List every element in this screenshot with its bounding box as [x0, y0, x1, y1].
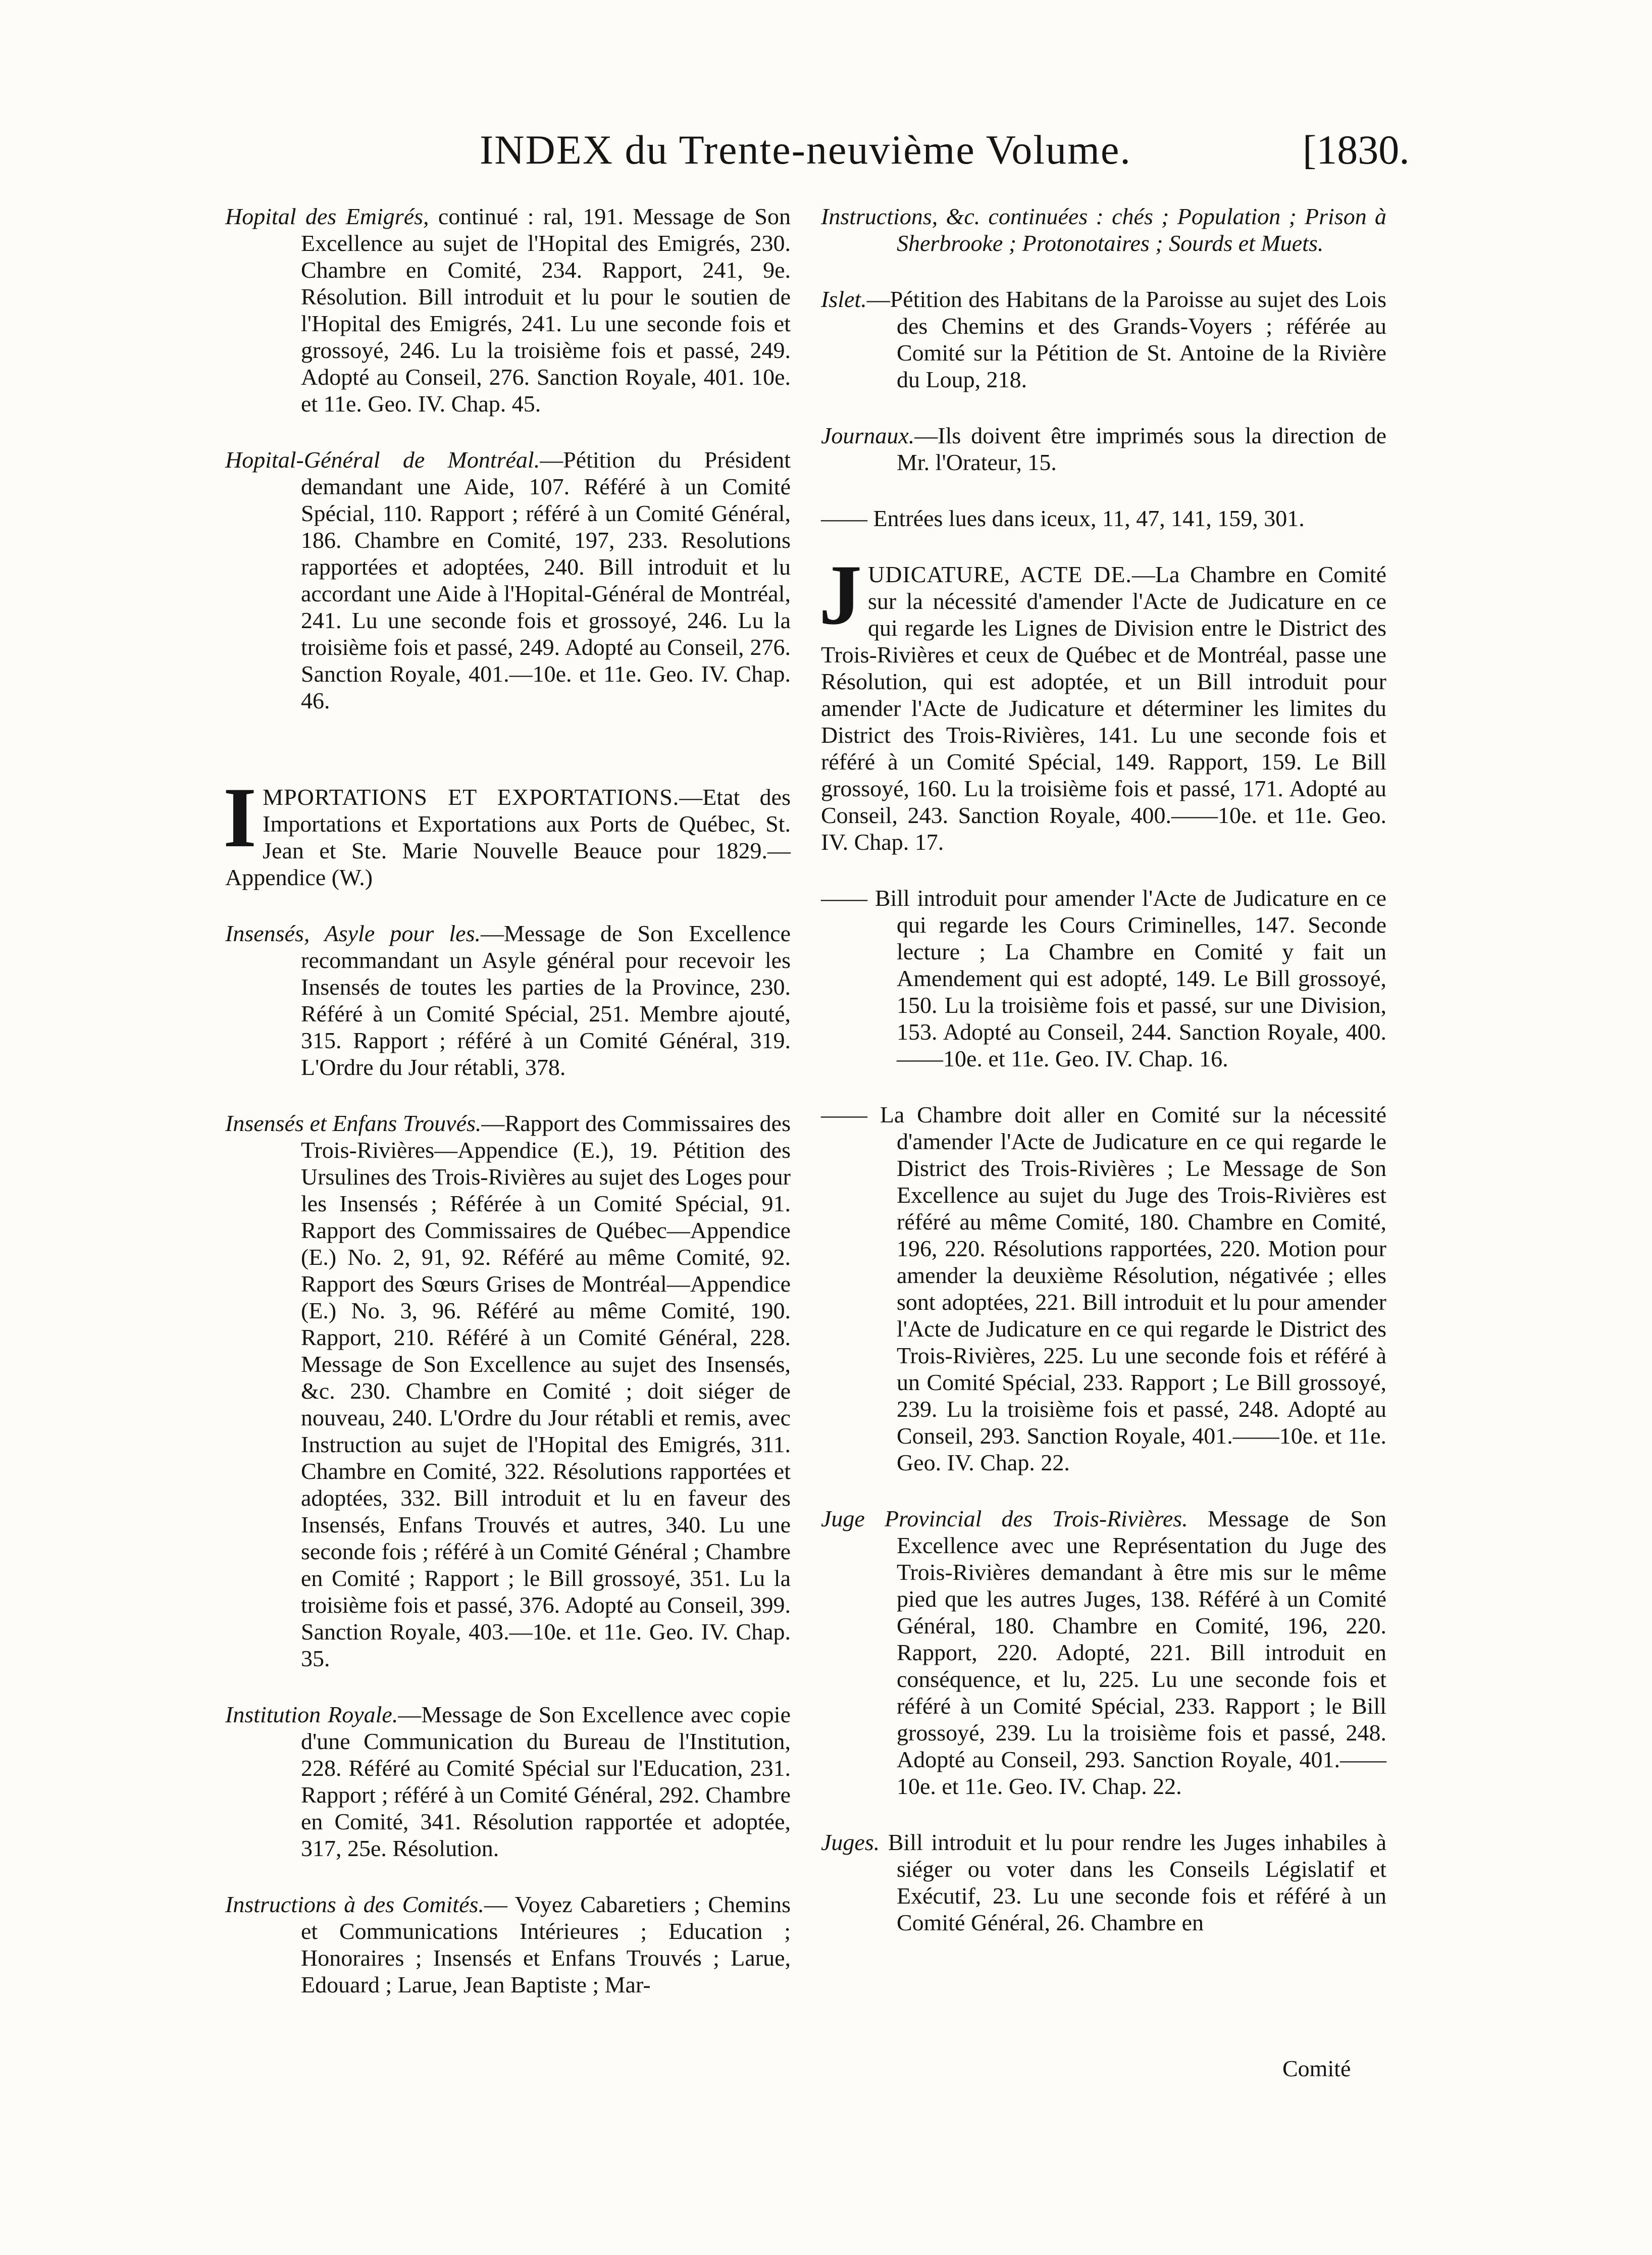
entry-heading: Institution Royale.: [225, 1702, 398, 1727]
index-entry-instructions-cont: [821, 203, 1386, 257]
entry-text: Entrées lues dans iceux, 11, 47, 141, 159, 301.: [873, 505, 1305, 531]
left-column: [225, 203, 791, 2027]
entry-heading: Hopital-Général de Montréal.: [225, 447, 540, 473]
entry-text: —Etat des Importations et Exportations aux Ports de Québec, St. Jean et Ste. Marie Nouvelle Beauce pour 1829.—Appendice (W.): [225, 784, 791, 890]
entry-heading: Instructions à des Comités.: [225, 1891, 484, 1917]
entry-dash: ——: [821, 505, 867, 531]
drop-cap: I: [223, 770, 257, 865]
index-entry-importations: [223, 770, 791, 891]
index-entry-judicature-2: [821, 885, 1386, 1072]
entry-text: —La Chambre en Comité sur la nécessité d'amender l'Acte de Judicature en ce qui regarde les Lignes de Division entre le District des Trois-Rivières et ceux de Québec et de Montréal, passe une Résolution, qui est adoptée, et un Bill introduit pour amender l'Acte de Judicature et déterminer les limites du District des Trois-Rivières, 141. Lu une seconde fois et référé à un Comité Spécial, 149. Rapport, 159. Le Bill grossoyé, 160. Lu la troisième fois et passé, 171. Adopté au Conseil, 243. Sanction Royale, 400.——10e. et 11e. Geo. IV. Chap. 17.: [821, 561, 1386, 855]
index-entry-insenses-enfans: [225, 1110, 791, 1672]
entry-heading: MPORTATIONS ET EXPORTATIONS.: [263, 784, 680, 810]
entry-heading: UDICATURE, ACTE DE.: [868, 561, 1132, 587]
page-year: [1830.: [1303, 127, 1410, 173]
entry-text: Message de Son Excellence avec une Représentation du Juge des Trois-Rivières demandant à être mis sur le même pied que les autres Juges, 138. Référé à un Comité Général, 180. Chambre en Comité, 196, 220. Rapport, 220. Adopté, 221. Bill introduit en conséquence, et lu, 225. Lu une seconde fois et référé à un Comité Spécial, 233. Rapport ; le Bill grossoyé, 239. Lu la troisième fois et passé, 248. Adopté au Conseil, 293. Sanction Royale, 401.——10e. et 11e. Geo. IV. Chap. 22.: [897, 1506, 1386, 1799]
catchword: Comité: [1282, 2056, 1351, 2081]
page-title: INDEX du Trente-neuvième Volume.: [480, 127, 1131, 173]
index-entry-hopital-emigres: [225, 203, 791, 417]
index-entry-institution-royale: [225, 1701, 791, 1862]
entry-text: —Pétition des Habitans de la Paroisse au sujet des Lois des Chemins et des Grands-Voyers ; référée au Comité sur la Pétition de St. Antoine de la Rivière du Loup, 218.: [866, 286, 1386, 392]
entry-heading: Juge Provincial des Trois-Rivières.: [821, 1506, 1188, 1531]
drop-cap: J: [819, 547, 862, 642]
index-entry-journaux: [821, 422, 1386, 476]
entry-heading: Islet.: [821, 286, 867, 312]
entry-text: continué : ral, 191. Message de Son Excellence au sujet de l'Hopital des Emigrés, 230. Chambre en Comité, 234. Rapport, 241, 9e. Résolution. Bill introduit et lu pour le soutien de l'Hopital des Emigrés, 241. Lu une seconde fois et grossoyé, 246. Lu la troisième fois et passé, 249. Adopté au Conseil, 276. Sanction Royale, 401. 10e. et 11e. Geo. IV. Chap. 45.: [301, 203, 791, 417]
entry-dash: ——: [821, 885, 867, 911]
index-entry-judicature: [819, 547, 1386, 855]
entry-text: —Message de Son Excellence avec copie d'une Communication du Bureau de l'Institution, 228. Référé au Comité Spécial sur l'Education, 231. Rapport ; référé à un Comité Général, 292. Chambre en Comité, 341. Résolution rapportée et adoptée, 317, 25e. Résolution.: [301, 1702, 791, 1861]
entry-text: — Voyez Cabaretiers ; Chemins et Communications Intérieures ; Education ; Honoraires ; Insensés et Enfans Trouvés ; Larue, Edouard ; Larue, Jean Baptiste ; Mar-: [301, 1891, 791, 1997]
index-entry-instructions: [225, 1891, 791, 1998]
index-entry-juges: [821, 1829, 1386, 1936]
right-column: [821, 203, 1386, 1965]
entry-text: La Chambre doit aller en Comité sur la nécessité d'amender l'Acte de Judicature en ce qui regarde le District des Trois-Rivières ; Le Message de Son Excellence au sujet du Juge des Trois-Rivières est référé au même Comité, 180. Chambre en Comité, 196, 220. Résolutions rapportées, 220. Motion pour amender la deuxième Résolution, négativée ; elles sont adoptées, 221. Bill introduit et lu pour amender l'Acte de Judicature en ce qui regarde le District des Trois-Rivières, 225. Lu une seconde fois et référé à un Comité Spécial, 233. Rapport ; Le Bill grossoyé, 239. Lu la troisième fois et passé, 248. Adopté au Conseil, 293. Sanction Royale, 401.——10e. et 11e. Geo. IV. Chap. 22.: [880, 1102, 1386, 1475]
index-entry-judicature-3: [821, 1101, 1386, 1476]
entry-text: —Rapport des Commissaires des Trois-Rivières—Appendice (E.), 19. Pétition des Ursulines des Trois-Rivières au sujet des Loges pour les Insensés ; Référée à un Comité Spécial, 91. Rapport des Commissaires de Québec—Appendice (E.) No. 2, 91, 92. Référé au même Comité, 92. Rapport des Sœurs Grises de Montréal—Appendice (E.) No. 3, 96. Référé au même Comité, 190. Rapport, 210. Référé à un Comité Général, 228. Message de Son Excellence au sujet des Insensés, &c. 230. Chambre en Comité ; doit siéger de nouveau, 240. L'Ordre du Jour rétabli et remis, avec Instruction au sujet de l'Hopital des Emigrés, 311. Chambre en Comité, 322. Résolutions rapportées et adoptées, 332. Bill introduit et lu en faveur des Insensés, Enfans Trouvés et autres, 340. Lu une seconde fois ; référé à un Comité Général ; Chambre en Comité ; Rapport ; le Bill grossoyé, 351. Lu la troisième fois et passé, 376. Adopté au Conseil, 399. Sanction Royale, 403.—10e. et 11e. Geo. IV. Chap. 35.: [301, 1110, 791, 1671]
index-entry-journaux-2: [821, 505, 1386, 532]
entry-heading: Insensés, Asyle pour les.: [225, 920, 481, 946]
entry-text: —Pétition du Président demandant une Aide, 107. Référé à un Comité Spécial, 110. Rapport ; référé à un Comité Général, 186. Chambre en Comité, 197, 233. Resolutions rapportées et adoptées, 240. Bill introduit et lu accordant une Aide à l'Hopital-Général de Montréal, 241. Lu une seconde fois et grossoyé, 246. Lu la troisième fois et passé, 249. Adopté au Conseil, 276. Sanction Royale, 401.—10e. et 11e. Geo. IV. Chap. 46.: [301, 447, 791, 713]
entry-text: chés ; Population ; Prison à Sherbrooke ; Protonotaires ; Sourds et Muets.: [897, 203, 1386, 256]
entry-text: —Ils doivent être imprimés sous la direction de Mr. l'Orateur, 15.: [897, 423, 1386, 475]
page-header: [0, 126, 1652, 187]
entry-heading: Juges.: [821, 1829, 880, 1855]
entry-text: Bill introduit et lu pour rendre les Juges inhabiles à siéger ou voter dans les Conseils Législatif et Exécutif, 23. Lu une seconde fois et référé à un Comité Général, 26. Chambre en: [888, 1829, 1387, 1935]
entry-heading: Hopital des Emigrés,: [225, 203, 429, 229]
index-entry-insenses-asyle: [225, 920, 791, 1081]
entry-text: —Message de Son Excellence recommandant un Asyle général pour recevoir les Insensés de toutes les parties de la Province, 230. Référé à un Comité Spécial, 251. Membre ajouté, 315. Rapport ; référé à un Comité Général, 319. L'Ordre du Jour rétabli, 378.: [301, 920, 791, 1080]
index-entry-juge-provincial: [821, 1505, 1386, 1800]
entry-dash: ——: [821, 1102, 867, 1128]
index-entry-hopital-general: [225, 446, 791, 714]
entry-text: Bill introduit pour amender l'Acte de Judicature en ce qui regarde les Cours Criminelles, 147. Seconde lecture ; La Chambre en Comité y fait un Amendement qui est adopté, 149. Le Bill grossoyé, 150. Lu la troisième fois et passé, sur une Division, 153. Adopté au Conseil, 244. Sanction Royale, 400.——10e. et 11e. Geo. IV. Chap. 16.: [874, 885, 1387, 1071]
entry-heading: Instructions, &c. continuées :: [821, 203, 1104, 229]
entry-heading: Journaux.: [821, 423, 915, 448]
index-entry-islet: [821, 286, 1386, 393]
entry-heading: Insensés et Enfans Trouvés.: [225, 1110, 482, 1136]
